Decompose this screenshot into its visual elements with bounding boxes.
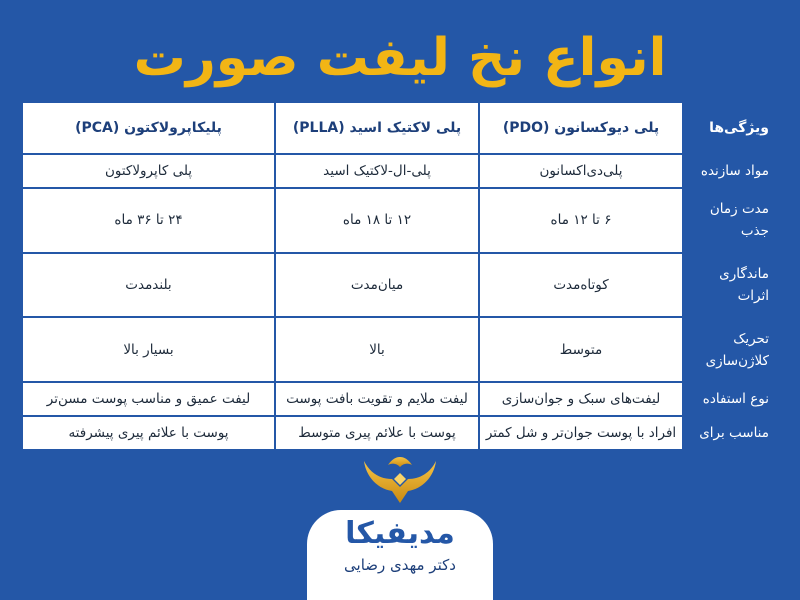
feature-cell: مواد سازنده — [683, 154, 780, 188]
pca-cell: پلی کاپرولاکتون — [22, 154, 275, 188]
pca-cell: بسیار بالا — [22, 317, 275, 382]
plla-cell: ۱۲ تا ۱۸ ماه — [275, 188, 479, 253]
brand-subtitle: دکتر مهدی رضایی — [344, 556, 456, 574]
header-pca: پلیکاپرولاکتون (PCA) — [22, 102, 275, 154]
pca-cell: پوست با علائم پیری پیشرفته — [22, 416, 275, 450]
brand-badge — [307, 510, 493, 600]
plla-cell: پلی-ال-لاکتیک اسید — [275, 154, 479, 188]
plla-cell: پوست با علائم پیری متوسط — [275, 416, 479, 450]
pca-cell: ۲۴ تا ۳۶ ماه — [22, 188, 275, 253]
feature-cell: نوع استفاده — [683, 382, 780, 416]
crown-logo-icon — [360, 455, 440, 507]
comparison-table — [21, 101, 779, 451]
pdo-cell: افراد با پوست جوان‌تر و شل کمتر — [479, 416, 683, 450]
feature-cell: مدت زمان جذب — [683, 188, 780, 253]
table-header-row — [22, 102, 780, 154]
page-title: انواع نخ لیفت صورت — [133, 28, 667, 88]
pdo-cell: ۶ تا ۱۲ ماه — [479, 188, 683, 253]
pdo-cell: پلی‌دی‌اکسانون — [479, 154, 683, 188]
table-row — [22, 317, 780, 382]
comparison-table-grid — [21, 101, 781, 451]
pdo-cell: متوسط — [479, 317, 683, 382]
table-row — [22, 188, 780, 253]
table-row — [22, 154, 780, 188]
header-feature: ویژگی‌ها — [683, 102, 780, 154]
pca-cell: لیفت عمیق و مناسب پوست مسن‌تر — [22, 382, 275, 416]
plla-cell: لیفت ملایم و تقویت بافت پوست — [275, 382, 479, 416]
pdo-cell: لیفت‌های سبک و جوان‌سازی — [479, 382, 683, 416]
header-plla: پلی لاکتیک اسید (PLLA) — [275, 102, 479, 154]
table-row — [22, 253, 780, 318]
table-row — [22, 416, 780, 450]
pdo-cell: کوتاه‌مدت — [479, 253, 683, 318]
brand-name: مدیفیکا — [345, 516, 455, 551]
plla-cell: میان‌مدت — [275, 253, 479, 318]
feature-cell: ماندگاری اثرات — [683, 253, 780, 318]
plla-cell: بالا — [275, 317, 479, 382]
table-row — [22, 382, 780, 416]
header-pdo: پلی دیوکسانون (PDO) — [479, 102, 683, 154]
pca-cell: بلندمدت — [22, 253, 275, 318]
feature-cell: تحریک کلاژن‌سازی — [683, 317, 780, 382]
feature-cell: مناسب برای — [683, 416, 780, 450]
